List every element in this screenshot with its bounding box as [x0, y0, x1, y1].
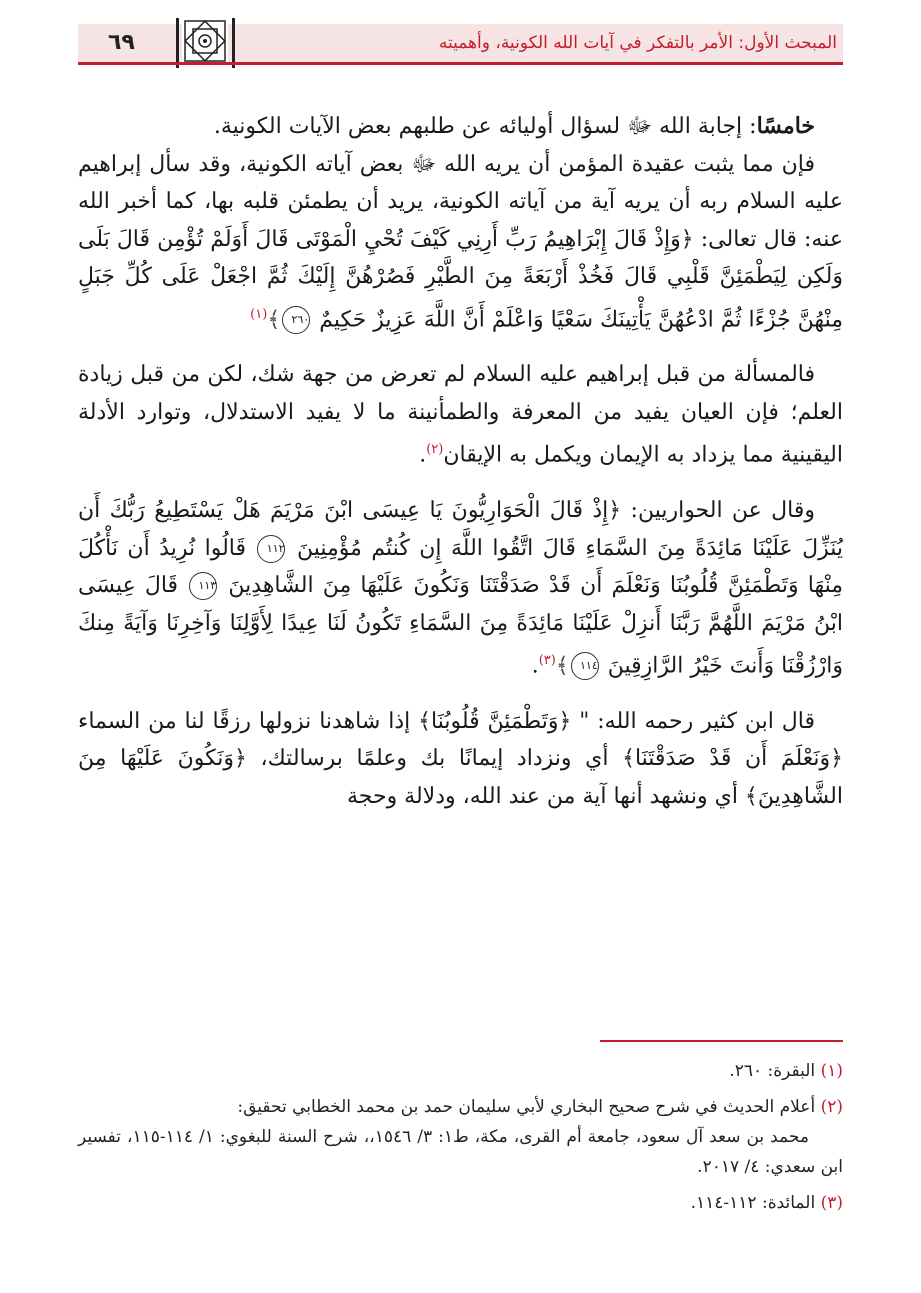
footnote-text: أعلام الحديث في شرح صحيح البخاري لأبي سليمان حمد بن محمد الخطابي تحقيق: [237, 1097, 816, 1117]
quran-verse: ﴿إِذْ قَالَ الْحَوَارِيُّونَ يَا عِيسَى ابْنَ مَرْيَمَ هَلْ يَسْتَطِيعُ رَبُّكَ أَن يُنَزِّلَ عَلَيْنَا مَائِدَةً مِنَ السَّمَاءِ قَالَ اتَّقُوا اللَّهَ إِن كُنتُم مُؤْمِنِينَ [78, 498, 843, 561]
quran-bracket-close: ﴾ [267, 306, 281, 332]
running-header [78, 18, 843, 64]
footnote-ref[interactable]: (٢) [426, 442, 444, 458]
footnote-2 [78, 1092, 843, 1182]
footnote-number: (٣) [820, 1193, 843, 1213]
footnote-ref[interactable]: (١) [250, 306, 268, 322]
paragraph-1 [78, 108, 843, 146]
paragraph-4 [78, 492, 843, 685]
footnote-3 [78, 1188, 843, 1218]
ayah-number-mark: ١١٣ [189, 572, 217, 600]
paragraph-4-text: وقال عن الحواريين: [630, 498, 815, 524]
footnote-text: البقرة: ٢٦٠. [729, 1061, 816, 1081]
ayah-number-mark: ١١٢ [257, 535, 285, 563]
quran-verse: قَالُوا نُرِيدُ أَن نَأْكُلَ مِنْهَا وَتَطْمَئِنَّ قُلُوبُنَا وَنَعْلَمَ أَن قَدْ صَدَقْتَنَا وَنَكُونَ عَلَيْهَا مِنَ الشَّاهِدِينَ [78, 535, 844, 599]
paragraph-4-end: . [531, 653, 539, 679]
geometric-star-ornament-icon [182, 18, 228, 64]
footnote-text-continued: محمد بن سعد آل سعود، جامعة أم القرى، مكة، ط١: ٣/ ١٥٤٦،، شرح السنة للبغوي: ١/ ١١٤-١١٥، تفسير ابن سعدي: ٤/ ٢٠١٧. [78, 1127, 843, 1177]
main-text [78, 108, 843, 815]
footnotes [78, 1056, 843, 1224]
quran-verse: قَالَ عِيسَى ابْنُ مَرْيَمَ اللَّهُمَّ رَبَّنَا أَنزِلْ عَلَيْنَا مَائِدَةً مِنَ السَّمَاءِ تَكُونُ لَنَا عِيدًا لِأَوَّلِنَا وَآخِرِنَا وَآيَةً مِنكَ وَارْزُقْنَا وَأَنتَ خَيْرُ الرَّازِقِينَ [78, 573, 844, 679]
header-divider-right [232, 18, 235, 68]
ayah-number-mark: ٢٦٠ [282, 306, 310, 334]
footnote-number: (١) [820, 1061, 843, 1081]
paragraph-1-text: : إجابة الله ﷻ لسؤال أوليائه عن طلبهم بعض الآيات الكونية. [213, 114, 757, 139]
paragraph-2 [78, 146, 843, 339]
section-title: المبحث الأول: الأمر بالتفكر في آيات الله الكونية، وأهميته [438, 33, 837, 53]
footnote-separator [600, 1040, 843, 1042]
paragraph-5 [78, 703, 843, 816]
footnote-text: المائدة: ١١٢-١١٤. [690, 1193, 816, 1213]
ayah-number-mark: ١١٤ [571, 652, 599, 680]
footnote-ref[interactable]: (٣) [538, 653, 556, 669]
footnote-number: (٢) [820, 1097, 843, 1117]
header-divider-left [176, 18, 179, 68]
footnote-1 [78, 1056, 843, 1086]
paragraph-5-text: قال ابن كثير رحمه الله: " ﴿وَتَطْمَئِنَّ قُلُوبُنَا﴾ إذا شاهدنا نزولها رزقًا لنا من السماء ﴿وَنَعْلَمَ أَن قَدْ صَدَقْتَنَا﴾ أي ونزداد إيمانًا بك وعلمًا برسالتك، ﴿وَنَكُونَ عَلَيْهَا مِنَ الشَّاهِدِينَ﴾ أي ونشهد أنها آية من عند الله، ودلالة وحجة [78, 708, 843, 809]
quran-bracket-close: ﴾ [555, 653, 569, 679]
quran-verse: ﴿وَإِذْ قَالَ إِبْرَاهِيمُ رَبِّ أَرِنِي كَيْفَ تُحْيِ الْمَوْتَى قَالَ أَوَلَمْ تُؤْمِن قَالَ بَلَى وَلَكِن لِيَطْمَئِنَّ قَلْبِي قَالَ فَخُذْ أَرْبَعَةً مِنَ الطَّيْرِ فَصُرْهُنَّ إِلَيْكَ ثُمَّ اجْعَلْ عَلَى كُلِّ جَبَلٍ مِنْهُنَّ جُزْءًا ثُمَّ ادْعُهُنَّ يَأْتِينَكَ سَعْيًا وَاعْلَمْ أَنَّ اللَّهَ عَزِيزٌ حَكِيمٌ [78, 226, 843, 332]
paragraph-3 [78, 356, 843, 474]
header-rule [78, 62, 843, 65]
paragraph-2-text: فإن مما يثبت عقيدة المؤمن أن يريه الله ﷻ بعض آياته الكونية، وقد سأل إبراهيم عليه السلام ربه أن يريه آية من آياته الكونية، يريد أن يطمئن قلبه بها، كما أخبر الله عنه: قال تعالى: [78, 151, 843, 252]
paragraph-3-text: فالمسألة من قبل إبراهيم عليه السلام لم تعرض من جهة شك، لكن من قبل زيادة العلم؛ فإن العيان يفيد من المعرفة والطمأنينة ما لا يفيد الاستدلال، وتوارد الأدلة اليقينية مما يزداد به الإيمان ويكمل به الإيقان [78, 362, 843, 468]
paragraph-3-end: . [419, 442, 427, 468]
page-number: ٦٩ [108, 30, 135, 55]
point-label: خامسًا [756, 113, 815, 139]
